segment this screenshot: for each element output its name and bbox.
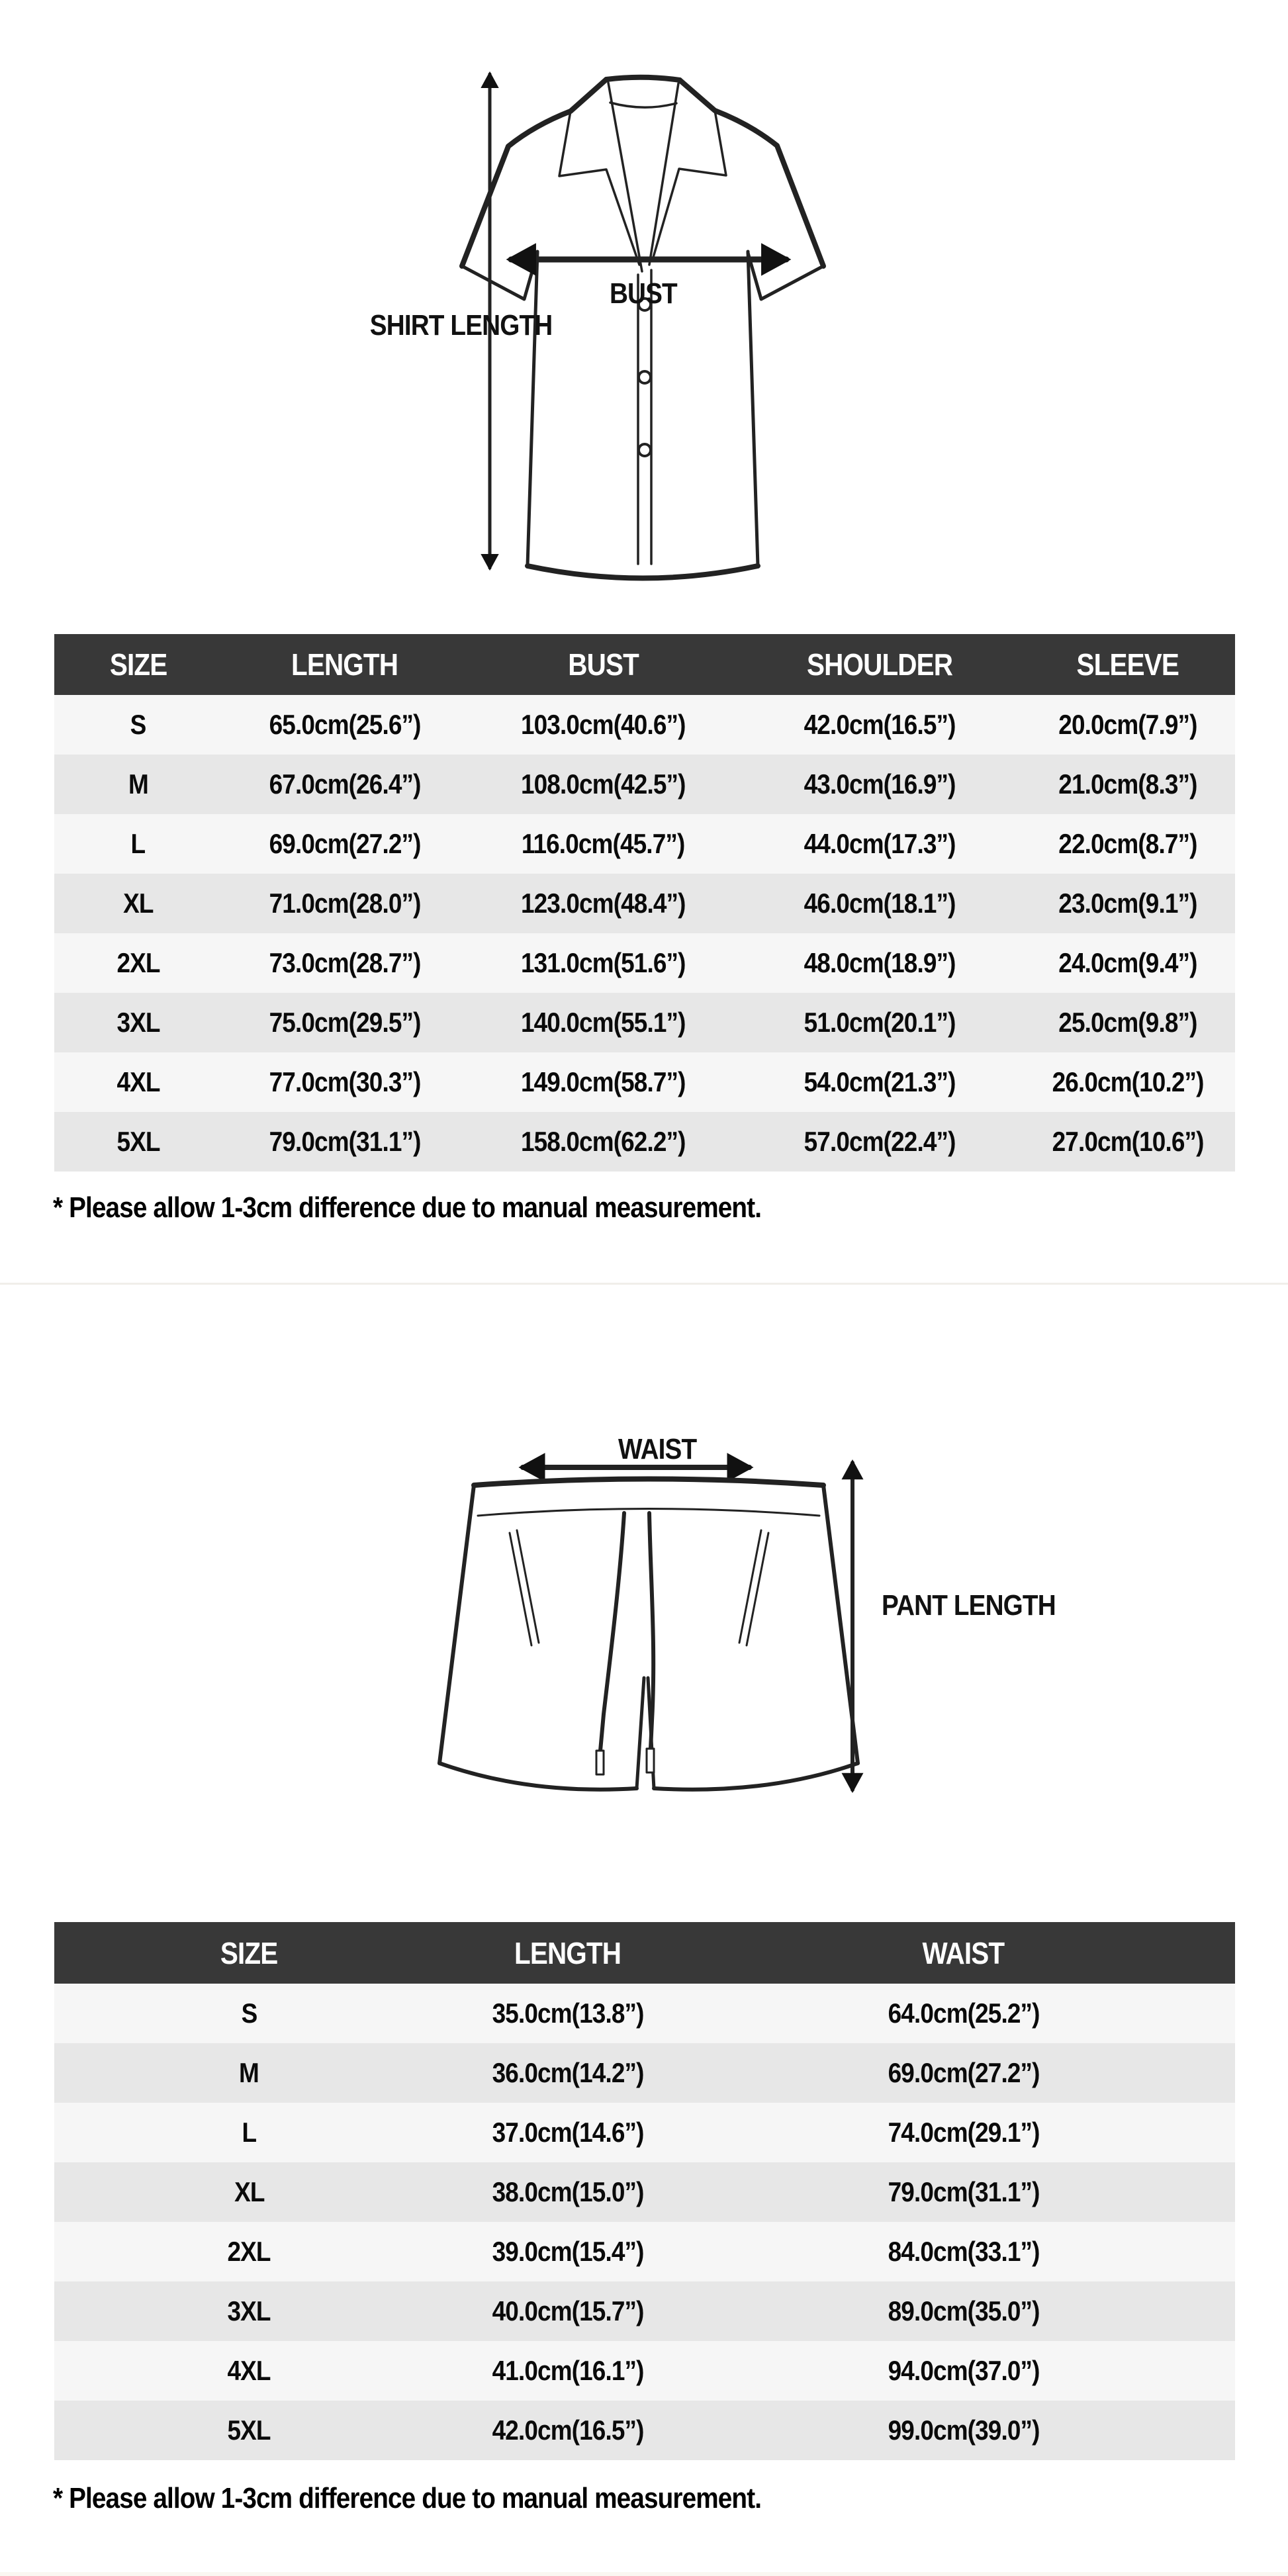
shirt-size-table	[54, 634, 1235, 1172]
column-header: LENGTH	[514, 1935, 621, 1970]
shorts-size-table	[54, 1922, 1235, 2460]
cell-value: 48.0cm(18.9”)	[804, 947, 956, 978]
shorts-diagram	[424, 1423, 1099, 1847]
cell-value: 77.0cm(30.3”)	[269, 1066, 421, 1097]
section-divider	[0, 1283, 1288, 1285]
table-row	[54, 2401, 1235, 2460]
table-row	[54, 814, 1235, 874]
table-row	[54, 1984, 1235, 2043]
cell-value: XL	[122, 888, 154, 919]
cell-value: 21.0cm(8.3”)	[1058, 768, 1197, 800]
cell-value: XL	[234, 2176, 265, 2207]
table-row	[54, 695, 1235, 755]
cell-value: 5XL	[116, 1126, 160, 1157]
cell-value: 42.0cm(16.5”)	[804, 709, 956, 740]
cell-value: 4XL	[116, 1066, 160, 1097]
cell-value: L	[242, 2117, 257, 2148]
cell-value: 23.0cm(9.1”)	[1058, 888, 1197, 919]
cell-value: 79.0cm(31.1”)	[888, 2176, 1040, 2207]
drawstring-tip	[596, 1751, 604, 1774]
table-row	[54, 1112, 1235, 1172]
drawstring	[600, 1513, 624, 1751]
cell-value: 67.0cm(26.4”)	[269, 768, 421, 800]
cell-value: 41.0cm(16.1”)	[492, 2355, 644, 2386]
cell-value: 103.0cm(40.6”)	[521, 709, 686, 740]
cell-value: L	[130, 828, 146, 859]
cell-value: 46.0cm(18.1”)	[804, 888, 956, 919]
cell-value: 27.0cm(10.6”)	[1052, 1126, 1204, 1157]
drawstring-tip	[647, 1749, 654, 1772]
column-header: BUST	[568, 647, 639, 682]
cell-value: 54.0cm(21.3”)	[804, 1066, 956, 1097]
cell-value: 69.0cm(27.2”)	[269, 828, 421, 859]
cell-value: S	[130, 709, 146, 740]
cell-value: 79.0cm(31.1”)	[269, 1126, 421, 1157]
cell-value: 89.0cm(35.0”)	[888, 2295, 1040, 2326]
measurement-note	[53, 2482, 858, 2515]
cell-value: 108.0cm(42.5”)	[521, 768, 686, 800]
cell-value: 22.0cm(8.7”)	[1058, 828, 1197, 859]
table-row	[54, 2222, 1235, 2281]
cell-value: 20.0cm(7.9”)	[1058, 709, 1197, 740]
waist-text: WAIST	[618, 1433, 697, 1465]
shirt-length-label	[357, 309, 553, 342]
cell-value: 39.0cm(15.4”)	[492, 2236, 644, 2267]
table-row	[54, 993, 1235, 1052]
measurement-note-text: * Please allow 1-3cm difference due to manual measurement.	[53, 1191, 762, 1224]
shirt-button	[639, 444, 651, 456]
column-header: SHOULDER	[806, 647, 953, 682]
table-row	[54, 755, 1235, 814]
cell-value: 99.0cm(39.0”)	[888, 2415, 1040, 2446]
column-header: LENGTH	[291, 647, 398, 682]
cell-value: 43.0cm(16.9”)	[804, 768, 956, 800]
waist-label	[591, 1434, 723, 1465]
cell-value: 35.0cm(13.8”)	[492, 1998, 644, 2029]
column-header: SLEEVE	[1076, 647, 1179, 682]
cell-value: 5XL	[227, 2415, 271, 2446]
cell-value: 123.0cm(48.4”)	[521, 888, 686, 919]
bust-label	[577, 278, 710, 310]
cell-value: M	[239, 2057, 259, 2088]
cell-value: 3XL	[116, 1007, 160, 1038]
cell-value: 4XL	[227, 2355, 271, 2386]
cell-value: 2XL	[227, 2236, 271, 2267]
bust-text: BUST	[610, 277, 677, 310]
cell-value: 25.0cm(9.8”)	[1058, 1007, 1197, 1038]
shorts-table-header	[54, 1922, 1235, 1984]
table-row	[54, 2043, 1235, 2103]
cell-value: 149.0cm(58.7”)	[521, 1066, 686, 1097]
cell-value: 71.0cm(28.0”)	[269, 888, 421, 919]
pant-length-label	[882, 1590, 1107, 1622]
measurement-note	[53, 1191, 858, 1224]
cell-value: 94.0cm(37.0”)	[888, 2355, 1040, 2386]
cell-value: 75.0cm(29.5”)	[269, 1007, 421, 1038]
cell-value: 140.0cm(55.1”)	[521, 1007, 686, 1038]
cell-value: 131.0cm(51.6”)	[521, 947, 686, 978]
cell-value: 26.0cm(10.2”)	[1052, 1066, 1204, 1097]
cell-value: 38.0cm(15.0”)	[492, 2176, 644, 2207]
table-row	[54, 2341, 1235, 2401]
shirt-button	[639, 371, 651, 383]
shirt-length-text: SHIRT LENGTH	[369, 309, 553, 342]
cell-value: 74.0cm(29.1”)	[888, 2117, 1040, 2148]
cell-value: 57.0cm(22.4”)	[804, 1126, 956, 1157]
column-header: SIZE	[109, 647, 167, 682]
cell-value: 24.0cm(9.4”)	[1058, 947, 1197, 978]
table-row	[54, 1052, 1235, 1112]
cell-value: 44.0cm(17.3”)	[804, 828, 956, 859]
cell-value: S	[241, 1998, 257, 2029]
cell-value: 116.0cm(45.7”)	[522, 828, 685, 859]
pant-length-text: PANT LENGTH	[882, 1589, 1056, 1622]
cell-value: 2XL	[116, 947, 160, 978]
cell-value: 158.0cm(62.2”)	[521, 1126, 686, 1157]
cell-value: 42.0cm(16.5”)	[492, 2415, 644, 2446]
cell-value: 64.0cm(25.2”)	[888, 1998, 1040, 2029]
cell-value: 3XL	[227, 2295, 271, 2326]
measurement-note-text: * Please allow 1-3cm difference due to manual measurement.	[53, 2482, 762, 2514]
cell-value: 69.0cm(27.2”)	[888, 2057, 1040, 2088]
column-header: SIZE	[220, 1935, 278, 1970]
cell-value: 51.0cm(20.1”)	[804, 1007, 956, 1038]
table-row	[54, 933, 1235, 993]
table-row	[54, 2103, 1235, 2162]
cell-value: 36.0cm(14.2”)	[492, 2057, 644, 2088]
table-row	[54, 874, 1235, 933]
cell-value: 84.0cm(33.1”)	[888, 2236, 1040, 2267]
cell-value: 73.0cm(28.7”)	[269, 947, 421, 978]
table-row	[54, 2281, 1235, 2341]
table-row	[54, 2162, 1235, 2222]
cell-value: 65.0cm(25.6”)	[269, 709, 421, 740]
cell-value: M	[128, 768, 148, 800]
column-header: WAIST	[922, 1935, 1005, 1970]
cell-value: 40.0cm(15.7”)	[492, 2295, 644, 2326]
shirt-table-header	[54, 634, 1235, 695]
bottom-edge-strip	[0, 2572, 1288, 2576]
cell-value: 37.0cm(14.6”)	[492, 2117, 644, 2148]
